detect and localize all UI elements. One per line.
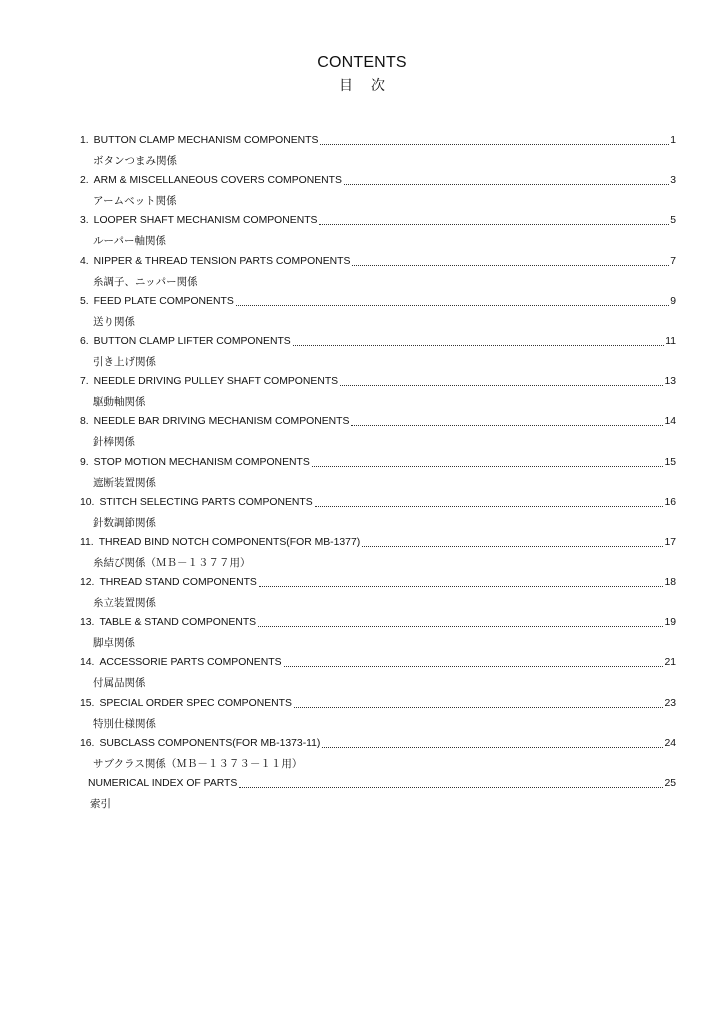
entry-title[interactable]: STITCH SELECTING PARTS COMPONENTS: [99, 496, 313, 508]
dot-leader: [362, 535, 663, 547]
toc-entry-14[interactable]: [0, 655, 724, 695]
toc-entry-numerical-index[interactable]: [0, 776, 724, 816]
entry-title[interactable]: ARM & MISCELLANEOUS COVERS COMPONENTS: [93, 175, 342, 187]
entry-subtitle-japanese: 付属品関係: [93, 677, 146, 690]
toc-entry-15[interactable]: [0, 696, 724, 736]
entry-subtitle-japanese: 針数調節関係: [93, 516, 156, 529]
toc-entry-3[interactable]: [0, 213, 724, 253]
toc-entry-8[interactable]: [0, 414, 724, 454]
entry-number: 10.: [80, 496, 95, 508]
entry-subtitle-japanese: 針棒関係: [93, 436, 135, 449]
entry-page-number: 16: [664, 496, 676, 508]
entry-page-number: 14: [664, 416, 676, 428]
entry-page-number: 13: [664, 376, 676, 388]
toc-entry-5[interactable]: [0, 294, 724, 334]
toc-entry-2[interactable]: [0, 173, 724, 213]
toc-entry-6[interactable]: [0, 334, 724, 374]
page-title: CONTENTS: [317, 54, 407, 71]
entry-number: 2.: [80, 175, 89, 187]
title-block: [0, 53, 724, 95]
entry-page-number: 17: [664, 536, 676, 548]
dot-leader: [352, 254, 669, 266]
entry-page-number: 5: [670, 215, 676, 227]
dot-leader: [340, 374, 663, 386]
entry-number: 3.: [80, 215, 89, 227]
entry-subtitle-japanese: 索引: [90, 798, 111, 810]
entry-page-number: 23: [664, 697, 676, 709]
entry-title[interactable]: SUBCLASS COMPONENTS(FOR MB-1373-11): [99, 737, 321, 749]
toc-entry-12[interactable]: [0, 575, 724, 615]
entry-subtitle-japanese: サブクラス関係（ＭＢ－１３７３－１１用）: [93, 757, 303, 770]
toc-entry-13[interactable]: [0, 615, 724, 655]
entry-number: 12.: [80, 577, 95, 589]
entry-number: 13.: [80, 617, 95, 629]
entry-number: 16.: [80, 737, 95, 749]
toc-entry-4[interactable]: [0, 254, 724, 294]
entry-number: 4.: [80, 255, 89, 267]
dot-leader: [315, 495, 664, 507]
entry-page-number: 3: [670, 175, 676, 187]
entry-page-number: 18: [664, 577, 676, 589]
entry-page-number: 19: [664, 617, 676, 629]
entry-title[interactable]: TABLE & STAND COMPONENTS: [99, 617, 257, 629]
dot-leader: [259, 575, 664, 587]
entry-number: 8.: [80, 416, 89, 428]
entry-page-number: 9: [670, 295, 676, 307]
toc-entry-1[interactable]: [0, 133, 724, 173]
dot-leader: [320, 133, 669, 145]
entry-subtitle-japanese: 駆動軸関係: [93, 396, 146, 409]
entry-subtitle-japanese: 脚卓関係: [93, 637, 135, 650]
dot-leader: [258, 615, 663, 627]
entry-title[interactable]: ACCESSORIE PARTS COMPONENTS: [99, 657, 282, 669]
toc-entry-16[interactable]: [0, 736, 724, 776]
entry-number: 15.: [80, 697, 95, 709]
dot-leader: [312, 455, 664, 467]
dot-leader: [294, 696, 664, 708]
dot-leader: [293, 334, 664, 346]
entry-title[interactable]: NEEDLE DRIVING PULLEY SHAFT COMPONENTS: [93, 376, 339, 388]
entry-subtitle-japanese: 特別仕様関係: [93, 717, 156, 730]
entry-subtitle-japanese: 遮断装置関係: [93, 476, 156, 489]
entry-title[interactable]: THREAD BIND NOTCH COMPONENTS(FOR MB-1377): [98, 536, 361, 548]
toc-entry-11[interactable]: [0, 535, 724, 575]
entry-title[interactable]: SPECIAL ORDER SPEC COMPONENTS: [99, 697, 292, 709]
entry-number: 9.: [80, 456, 89, 468]
entry-title[interactable]: LOOPER SHAFT MECHANISM COMPONENTS: [93, 215, 318, 227]
entry-subtitle-japanese: 糸立装置関係: [93, 597, 156, 610]
entry-subtitle-japanese: アームベット関係: [93, 195, 177, 208]
entry-subtitle-japanese: ルーパー軸関係: [93, 235, 166, 248]
entry-number: 5.: [80, 295, 89, 307]
table-of-contents: [0, 133, 724, 816]
dot-leader: [236, 294, 669, 306]
entry-page-number: 24: [664, 737, 676, 749]
dot-leader: [344, 173, 669, 185]
entry-subtitle-japanese: ボタンつまみ関係: [93, 155, 177, 167]
entry-page-number: 7: [670, 255, 676, 267]
entry-title[interactable]: BUTTON CLAMP MECHANISM COMPONENTS: [93, 135, 319, 146]
entry-number: 6.: [80, 335, 89, 347]
entry-page-number: 15: [664, 456, 676, 468]
entry-subtitle-japanese: 糸調子、ニッパー関係: [93, 275, 198, 288]
page-title-japanese: 目次: [339, 77, 403, 93]
toc-entry-7[interactable]: [0, 374, 724, 414]
entry-page-number: 1: [670, 135, 676, 146]
entry-title[interactable]: THREAD STAND COMPONENTS: [99, 577, 257, 589]
entry-number: 7.: [80, 376, 89, 388]
entry-title[interactable]: NIPPER & THREAD TENSION PARTS COMPONENTS: [93, 255, 351, 267]
entry-title[interactable]: STOP MOTION MECHANISM COMPONENTS: [93, 456, 310, 468]
toc-entry-10[interactable]: [0, 495, 724, 535]
toc-entry-9[interactable]: [0, 455, 724, 495]
entry-number: 11.: [80, 536, 94, 548]
entry-number: 1.: [80, 135, 89, 146]
entry-subtitle-japanese: 糸結び関係（ＭＢ－１３７７用）: [93, 556, 251, 569]
entry-page-number: 11: [665, 335, 676, 347]
entry-title[interactable]: NUMERICAL INDEX OF PARTS: [88, 778, 238, 789]
dot-leader: [284, 655, 664, 667]
entry-number: 14.: [80, 657, 95, 669]
entry-page-number: 21: [664, 657, 676, 669]
dot-leader: [351, 414, 663, 426]
dot-leader: [319, 213, 669, 225]
entry-page-number: 25: [664, 778, 676, 789]
entry-subtitle-japanese: 引き上げ関係: [93, 355, 156, 368]
dot-leader: [239, 776, 663, 788]
entry-title[interactable]: BUTTON CLAMP LIFTER COMPONENTS: [93, 335, 291, 347]
entry-title[interactable]: NEEDLE BAR DRIVING MECHANISM COMPONENTS: [93, 416, 350, 428]
entry-subtitle-japanese: 送り関係: [93, 315, 135, 328]
dot-leader: [322, 736, 663, 748]
entry-title[interactable]: FEED PLATE COMPONENTS: [93, 295, 234, 307]
